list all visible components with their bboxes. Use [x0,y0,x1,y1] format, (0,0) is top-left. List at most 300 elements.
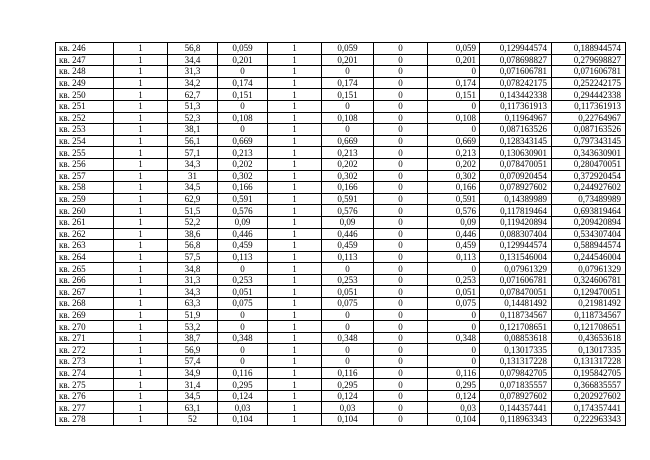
value-cell: 0,446 [218,228,268,240]
value-cell: 1 [114,54,168,66]
value-cell: 56,8 [168,240,218,252]
value-cell: 0,118734567 [552,309,626,321]
value-cell: 0 [374,228,428,240]
table-row [56,390,626,402]
value-cell: 1 [114,251,168,263]
value-cell: 0,11964967 [480,112,552,124]
apartment-cell: кв. 270 [56,321,114,333]
table-row [56,298,626,310]
table-row [56,321,626,333]
value-cell: 0,151 [322,89,374,101]
value-cell: 0,14389989 [480,193,552,205]
value-cell: 0 [428,321,480,333]
value-cell: 0 [374,251,428,263]
value-cell: 57,5 [168,251,218,263]
value-cell: 0 [428,100,480,112]
apartment-cell: кв. 246 [56,43,114,55]
value-cell: 0,576 [322,205,374,217]
value-cell: 0 [374,414,428,426]
value-cell: 0,202 [428,158,480,170]
value-cell: 0,166 [322,182,374,194]
value-cell: 0 [218,100,268,112]
value-cell: 0,07961329 [552,263,626,275]
value-cell: 1 [268,274,322,286]
table-row [56,402,626,414]
value-cell: 0,302 [322,170,374,182]
apartment-cell: кв. 253 [56,124,114,136]
value-cell: 0,113 [428,251,480,263]
value-cell: 1 [114,263,168,275]
value-cell: 0 [374,100,428,112]
value-cell: 0,588944574 [552,240,626,252]
value-cell: 1 [268,263,322,275]
value-cell: 0,078242175 [480,77,552,89]
value-cell: 52,3 [168,112,218,124]
value-cell: 0,116 [322,367,374,379]
value-cell: 0,131317228 [480,356,552,368]
value-cell: 0 [428,344,480,356]
value-cell: 0 [428,356,480,368]
value-cell: 0,446 [322,228,374,240]
table-row [56,170,626,182]
value-cell: 57,1 [168,147,218,159]
value-cell: 1 [268,182,322,194]
value-cell: 0,051 [322,286,374,298]
value-cell: 1 [268,158,322,170]
value-cell: 0,051 [428,286,480,298]
value-cell: 0,302 [218,170,268,182]
value-cell: 0,113 [322,251,374,263]
value-cell: 1 [114,309,168,321]
apartment-cell: кв. 255 [56,147,114,159]
value-cell: 1 [114,390,168,402]
value-cell: 0,079842705 [480,367,552,379]
value-cell: 0 [374,158,428,170]
value-cell: 0,195842705 [552,367,626,379]
value-cell: 1 [114,112,168,124]
value-cell: 38,6 [168,228,218,240]
table-row [56,251,626,263]
value-cell: 34,5 [168,182,218,194]
value-cell: 34,5 [168,390,218,402]
value-cell: 0,366835557 [552,379,626,391]
value-cell: 0 [374,193,428,205]
value-cell: 0,174357441 [552,402,626,414]
value-cell: 0,119420894 [480,216,552,228]
apartment-cell: кв. 261 [56,216,114,228]
value-cell: 0 [374,182,428,194]
value-cell: 1 [114,205,168,217]
value-cell: 1 [268,344,322,356]
value-cell: 34,8 [168,263,218,275]
value-cell: 0,669 [322,135,374,147]
value-cell: 0,280470051 [552,158,626,170]
value-cell: 34,3 [168,286,218,298]
apartment-cell: кв. 276 [56,390,114,402]
value-cell: 0,209420894 [552,216,626,228]
value-cell: 1 [114,158,168,170]
value-cell: 0,576 [218,205,268,217]
apartment-cell: кв. 277 [56,402,114,414]
value-cell: 0,252242175 [552,77,626,89]
value-cell: 1 [268,89,322,101]
apartment-cell: кв. 254 [56,135,114,147]
value-cell: 0,253 [322,274,374,286]
apartment-cell: кв. 275 [56,379,114,391]
value-cell: 0,201 [428,54,480,66]
value-cell: 0,117361913 [480,100,552,112]
value-cell: 0,075 [428,298,480,310]
value-cell: 0,071606781 [480,274,552,286]
value-cell: 0,108 [428,112,480,124]
value-cell: 0,124 [322,390,374,402]
value-cell: 0,128343145 [480,135,552,147]
value-cell: 1 [114,43,168,55]
value-cell: 1 [268,367,322,379]
value-cell: 0 [374,66,428,78]
value-cell: 1 [268,356,322,368]
table-row [56,344,626,356]
value-cell: 0 [218,344,268,356]
value-cell: 0,294442338 [552,89,626,101]
value-cell: 0,108 [322,112,374,124]
table-row [56,205,626,217]
apartment-cell: кв. 247 [56,54,114,66]
value-cell: 1 [268,251,322,263]
value-cell: 0 [428,124,480,136]
value-cell: 0 [374,309,428,321]
value-cell: 63,1 [168,402,218,414]
value-cell: 63,3 [168,298,218,310]
value-cell: 0 [218,124,268,136]
table-row [56,274,626,286]
value-cell: 1 [114,332,168,344]
value-cell: 1 [268,112,322,124]
value-cell: 0 [374,205,428,217]
value-cell: 0,213 [322,147,374,159]
value-cell: 1 [114,367,168,379]
table-row [56,228,626,240]
value-cell: 0,459 [322,240,374,252]
value-cell: 0,075 [322,298,374,310]
table-row [56,193,626,205]
value-cell: 53,2 [168,321,218,333]
apartment-data-table [55,42,626,426]
value-cell: 1 [114,66,168,78]
apartment-cell: кв. 264 [56,251,114,263]
value-cell: 0,131317228 [552,356,626,368]
apartment-cell: кв. 260 [56,205,114,217]
value-cell: 0,43653618 [552,332,626,344]
value-cell: 31,3 [168,274,218,286]
apartment-cell: кв. 272 [56,344,114,356]
value-cell: 0,09 [322,216,374,228]
value-cell: 0,070920454 [480,170,552,182]
value-cell: 0 [322,309,374,321]
value-cell: 0,166 [218,182,268,194]
value-cell: 0 [374,274,428,286]
apartment-cell: кв. 274 [56,367,114,379]
value-cell: 51,5 [168,205,218,217]
value-cell: 0 [218,66,268,78]
value-cell: 0,08853618 [480,332,552,344]
value-cell: 1 [114,402,168,414]
value-cell: 0,124 [428,390,480,402]
table-row [56,112,626,124]
value-cell: 1 [114,379,168,391]
value-cell: 1 [268,332,322,344]
value-cell: 0 [374,89,428,101]
value-cell: 1 [114,414,168,426]
table-row [56,356,626,368]
value-cell: 1 [268,286,322,298]
value-cell: 0,459 [428,240,480,252]
apartment-cell: кв. 262 [56,228,114,240]
value-cell: 57,4 [168,356,218,368]
value-cell: 62,9 [168,193,218,205]
value-cell: 0,324606781 [552,274,626,286]
value-cell: 31,4 [168,379,218,391]
value-cell: 0 [322,344,374,356]
value-cell: 0 [374,240,428,252]
value-cell: 0,078698827 [480,54,552,66]
value-cell: 52 [168,414,218,426]
table-row [56,240,626,252]
value-cell: 1 [268,66,322,78]
value-cell: 1 [268,43,322,55]
value-cell: 1 [268,77,322,89]
value-cell: 0,09 [428,216,480,228]
apartment-cell: кв. 258 [56,182,114,194]
value-cell: 0,129944574 [480,240,552,252]
value-cell: 0,075 [218,298,268,310]
table-row [56,100,626,112]
apartment-cell: кв. 257 [56,170,114,182]
value-cell: 0,088307404 [480,228,552,240]
value-cell: 0,144357441 [480,402,552,414]
table-row [56,54,626,66]
value-cell: 0,078927602 [480,390,552,402]
value-cell: 0,244927602 [552,182,626,194]
value-cell: 1 [114,147,168,159]
value-cell: 0,669 [218,135,268,147]
value-cell: 0,117361913 [552,100,626,112]
value-cell: 0,03 [218,402,268,414]
table-row [56,309,626,321]
value-cell: 0,113 [218,251,268,263]
value-cell: 0,13017335 [480,344,552,356]
value-cell: 0 [374,321,428,333]
apartment-cell: кв. 256 [56,158,114,170]
value-cell: 38,1 [168,124,218,136]
value-cell: 34,4 [168,54,218,66]
value-cell: 62,7 [168,89,218,101]
value-cell: 0,078470051 [480,158,552,170]
table-row [56,263,626,275]
value-cell: 0 [322,321,374,333]
value-cell: 1 [114,274,168,286]
value-cell: 0,166 [428,182,480,194]
value-cell: 0 [374,54,428,66]
value-cell: 0,117819464 [480,205,552,217]
table-row [56,66,626,78]
value-cell: 0 [374,332,428,344]
apartment-cell: кв. 273 [56,356,114,368]
value-cell: 0,348 [428,332,480,344]
value-cell: 0,253 [218,274,268,286]
value-cell: 0,576 [428,205,480,217]
table-row [56,43,626,55]
value-cell: 0,116 [428,367,480,379]
value-cell: 0,108 [218,112,268,124]
value-cell: 0,591 [428,193,480,205]
value-cell: 0,071606781 [552,66,626,78]
value-cell: 1 [268,390,322,402]
value-cell: 1 [114,228,168,240]
value-cell: 0,295 [322,379,374,391]
value-cell: 1 [114,124,168,136]
value-cell: 1 [268,414,322,426]
value-cell: 56,9 [168,344,218,356]
value-cell: 0 [374,124,428,136]
value-cell: 1 [268,240,322,252]
value-cell: 0 [218,321,268,333]
value-cell: 0,201 [218,54,268,66]
value-cell: 0,118734567 [480,309,552,321]
value-cell: 0,118963343 [480,414,552,426]
value-cell: 0,151 [428,89,480,101]
value-cell: 0,071606781 [480,66,552,78]
value-cell: 0 [322,66,374,78]
value-cell: 0,213 [218,147,268,159]
table-row [56,158,626,170]
value-cell: 0,116 [218,367,268,379]
value-cell: 0,279698827 [552,54,626,66]
value-cell: 0,446 [428,228,480,240]
value-cell: 34,9 [168,367,218,379]
value-cell: 0,22764967 [552,112,626,124]
value-cell: 0 [374,390,428,402]
value-cell: 0,13017335 [552,344,626,356]
value-cell: 0,202 [322,158,374,170]
value-cell: 0,174 [322,77,374,89]
value-cell: 0,174 [428,77,480,89]
value-cell: 0,087163526 [552,124,626,136]
apartment-cell: кв. 250 [56,89,114,101]
value-cell: 0 [374,286,428,298]
value-cell: 0,059 [322,43,374,55]
apartment-cell: кв. 267 [56,286,114,298]
value-cell: 0,202 [218,158,268,170]
value-cell: 0,201 [322,54,374,66]
value-cell: 0 [322,263,374,275]
value-cell: 1 [114,77,168,89]
value-cell: 0,302 [428,170,480,182]
value-cell: 1 [114,182,168,194]
value-cell: 1 [268,100,322,112]
value-cell: 0 [374,367,428,379]
value-cell: 0 [374,135,428,147]
apartment-cell: кв. 252 [56,112,114,124]
table-row [56,286,626,298]
value-cell: 1 [268,321,322,333]
value-cell: 0 [322,100,374,112]
value-cell: 1 [268,298,322,310]
value-cell: 0,295 [218,379,268,391]
value-cell: 0 [374,43,428,55]
value-cell: 1 [114,170,168,182]
value-cell: 51,9 [168,309,218,321]
value-cell: 52,2 [168,216,218,228]
value-cell: 0 [374,147,428,159]
value-cell: 1 [114,286,168,298]
value-cell: 1 [268,170,322,182]
apartment-cell: кв. 263 [56,240,114,252]
value-cell: 0 [374,216,428,228]
value-cell: 1 [268,135,322,147]
value-cell: 0,202927602 [552,390,626,402]
value-cell: 0 [428,66,480,78]
value-cell: 0 [322,124,374,136]
value-cell: 1 [114,240,168,252]
value-cell: 1 [114,193,168,205]
value-cell: 0,21981492 [552,298,626,310]
value-cell: 1 [114,135,168,147]
value-cell: 0,253 [428,274,480,286]
table-body [56,43,626,426]
value-cell: 34,3 [168,158,218,170]
value-cell: 34,2 [168,77,218,89]
table-row [56,367,626,379]
value-cell: 0,73489989 [552,193,626,205]
value-cell: 1 [268,193,322,205]
value-cell: 0 [374,170,428,182]
value-cell: 1 [114,356,168,368]
value-cell: 0,151 [218,89,268,101]
value-cell: 0,459 [218,240,268,252]
value-cell: 0,104 [428,414,480,426]
table-row [56,135,626,147]
value-cell: 51,3 [168,100,218,112]
value-cell: 0,03 [428,402,480,414]
value-cell: 0,059 [428,43,480,55]
value-cell: 1 [268,228,322,240]
apartment-cell: кв. 278 [56,414,114,426]
value-cell: 0,797343145 [552,135,626,147]
value-cell: 0 [374,344,428,356]
value-cell: 0 [218,263,268,275]
value-cell: 0 [374,356,428,368]
value-cell: 0 [428,309,480,321]
value-cell: 1 [114,100,168,112]
apartment-cell: кв. 251 [56,100,114,112]
value-cell: 0,143442338 [480,89,552,101]
value-cell: 1 [114,298,168,310]
value-cell: 0 [322,356,374,368]
value-cell: 0 [374,77,428,89]
value-cell: 0,078927602 [480,182,552,194]
value-cell: 0,295 [428,379,480,391]
table-row [56,216,626,228]
value-cell: 0 [374,112,428,124]
table-row [56,124,626,136]
value-cell: 1 [268,205,322,217]
apartment-cell: кв. 266 [56,274,114,286]
value-cell: 0,348 [218,332,268,344]
value-cell: 0 [374,298,428,310]
value-cell: 0,131546004 [480,251,552,263]
table-row [56,332,626,344]
